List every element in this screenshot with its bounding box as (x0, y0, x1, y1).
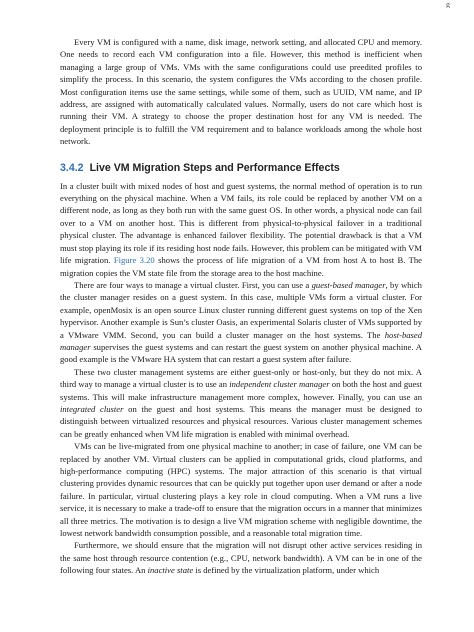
p3-text-a: These two cluster management systems are either guest-only or host-only, but they do not mix. A third way to manage a virtual cluster is to use an (60, 366, 422, 390)
p2-term-1: guest-based manager (311, 279, 386, 290)
section-heading (60, 162, 422, 174)
p1-text-a: In a cluster built with mixed nodes of host and guest systems, the normal method of operation is to run everything on the physical machine. When a VM fails, its role could be replaced by another VM on a different node, as long as they both run with the same guest OS. In other words, a physical node can fail over to a VM on another host. This is different from physical-to-physical failover in a traditional physical cluster. The advantage is enhanced failover flexibility. The potential drawback is that a VM must stop playing its role if its residing host node fails. However, this problem can be mitigated with VM life migration. (60, 180, 422, 266)
p2-term-2: host-based manager (60, 329, 422, 352)
p5-text-b: is defined by the virtualization platform, under which (195, 565, 380, 576)
p2-text-c: supervises the guest systems and can restart the guest system on another physical machine. A good example is the VMware HA system that can restart a guest system after failure. (60, 341, 422, 365)
running-header: g (446, 0, 450, 8)
p3-text-c: on the guest and host systems. This means the manager must be designed to distinguish between virtualized resources and physical resources. Various cluster management schemes can be greatly enhanced when VM life migration is enabled with minimal overhead. (60, 403, 422, 439)
paragraph-3 (60, 366, 422, 440)
paragraph-4: VMs can be live-migrated from one physical machine to another; in case of failure, one VM can be replaced by another VM. Virtual clusters can be applied in computational grids, cloud platforms, and high-performance computing (HPC) systems. The major attraction of this scenario is that virtual clustering provides dynamic resources that can be quickly put together upon user demand or after a node failure. In particular, virtual clustering plays a key role in cloud computing. When a VM runs a live service, it is necessary to make a trade-off to ensure that the migration occurs in a manner that minimizes all three metrics. The motivation is to design a live VM migration scheme with negligible downtime, the lowest network bandwidth consumption possible, and a reasonable total migration time. (60, 441, 422, 539)
paragraph-1 (60, 180, 422, 279)
paragraph-2 (60, 279, 422, 366)
p1-text-b: shows the process of life migration of a VM from host A to host B. The migration copies the VM state file from the storage area to the host machine. (60, 255, 422, 278)
section-title: Live VM Migration Steps and Performance Effects (89, 161, 340, 174)
intro-paragraph: Every VM is configured with a name, disk image, network setting, and allocated CPU and memory. One needs to record each VM configuration into a file. However, this method is inefficient when managing a large group of VMs. VMs with the same configurations could use preedited profiles to simplify the process. In this scenario, the system configures the VMs according to the chosen profile. Most configuration items use the same settings, while some of them, such as UUID, VM name, and IP address, are assigned with automatically calculated values. Normally, users do not care which host is running their VM. A strategy to choose the proper destination host for any VM is needed. The deployment principle is to fulfill the VM requirement and to balance workloads among the whole host network. (60, 37, 422, 147)
p5-text-a: Furthermore, we should ensure that the migration will not disrupt other active services residing in the same host through resource contention (e.g., CPU, network bandwidth). A VM can be in one of the following four states. An (60, 540, 422, 576)
figure-link[interactable]: Figure 3.20 (113, 255, 155, 266)
p3-term-1: independent cluster manager (229, 379, 330, 390)
p2-text-a: There are four ways to manage a virtual cluster. First, you can use a (74, 279, 310, 290)
p3-text-b: on both the host and guest systems. This will make infrastructure management more complex, however. Finally, you can use an (60, 379, 422, 402)
p3-term-2: integrated cluster (60, 403, 124, 414)
p2-text-b: , by which the cluster manager resides on a guest system. In this case, multiple VMs form a virtual cluster. For example, openMosix is an open source Linux cluster running different guest systems on top of the Xen hypervisor. Another example is Sun’s cluster Oasis, an experimental Solaris cluster of VMs supported by a VMware VMM. Second, you can build a cluster manager on the host systems. The (60, 279, 422, 340)
section-number: 3.4.2 (60, 161, 84, 174)
p5-term-1: inactive state (147, 565, 194, 576)
document-page (60, 36, 422, 577)
paragraph-5 (60, 539, 422, 576)
